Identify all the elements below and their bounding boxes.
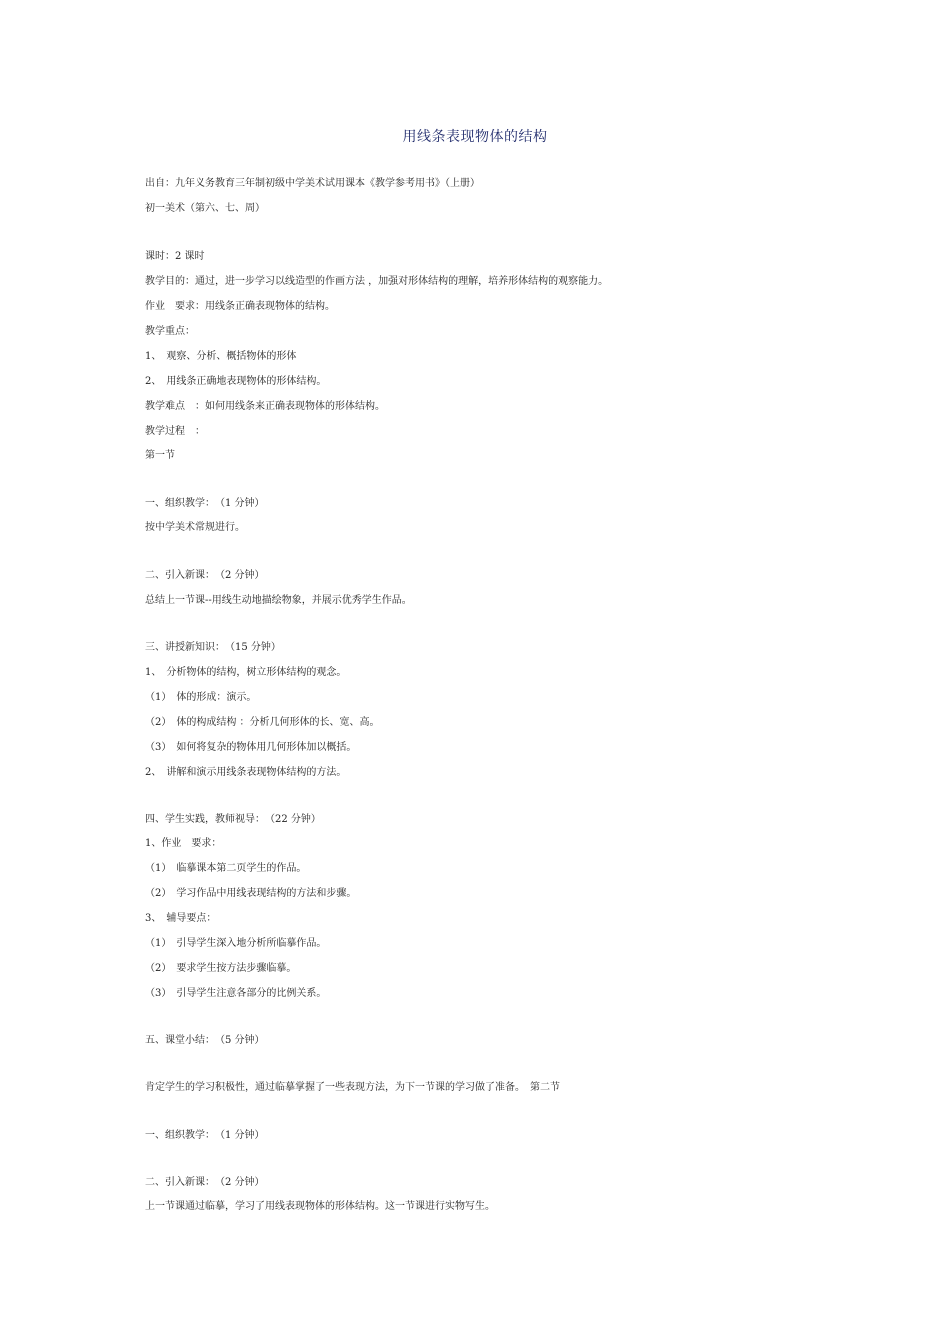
grade-line: 初一美术（第六、七、周） xyxy=(145,203,265,214)
step-intro: 二、引入新课： （2 分钟） xyxy=(145,570,265,581)
step-new-knowledge: 三、讲授新知识： （15 分钟） xyxy=(145,642,281,653)
list-item: （1） 引导学生深入地分析所临摹作品。 xyxy=(145,938,327,949)
step-intro-text: 总结上一节课--用线生动地描绘物象，并展示优秀学生作品。 xyxy=(145,595,412,606)
homework-requirement: 作业 要求：用线条正确表现物体的结构。 xyxy=(145,301,335,312)
section-1-heading: 第一节 xyxy=(145,450,175,461)
list-item: 3、 辅导要点： xyxy=(145,913,217,924)
source-line: 出自：九年义务教育三年制初级中学美术试用课本《教学参考用书》（上册） xyxy=(145,178,480,189)
list-item: 2、 讲解和演示用线条表现物体结构的方法。 xyxy=(145,767,347,778)
step-summary: 五、课堂小结： （5 分钟） xyxy=(145,1035,265,1046)
key-points-heading: 教学重点： xyxy=(145,326,195,337)
process-heading: 教学过程 ： xyxy=(145,426,205,437)
key-point-2: 2、 用线条正确地表现物体的形体结构。 xyxy=(145,376,327,387)
list-item: （1） 临摹课本第二页学生的作品。 xyxy=(145,863,307,874)
list-item: （3） 引导学生注意各部分的比例关系。 xyxy=(145,988,327,999)
section-2-intro: 二、引入新课： （2 分钟） xyxy=(145,1177,265,1188)
difficulty: 教学难点 ：如何用线条来正确表现物体的形体结构。 xyxy=(145,401,385,412)
class-hours: 课时：2 课时 xyxy=(145,251,205,262)
list-item: （2） 体的构成结构 ：分析几何形体的长、宽、高。 xyxy=(145,717,380,728)
step-organize: 一、组织教学： （1 分钟） xyxy=(145,498,265,509)
teaching-goal: 教学目的：通过，进一步学习以线造型的作画方法 ，加强对形体结构的理解，培养形体结构的观察能力。 xyxy=(145,276,609,287)
list-item: （1） 体的形成：演示。 xyxy=(145,692,257,703)
key-point-1: 1、 观察、分析、概括物体的形体 xyxy=(145,351,297,362)
document-title: 用线条表现物体的结构 xyxy=(402,129,548,145)
step-practice: 四、学生实践，教师视导： （22 分钟） xyxy=(145,814,321,825)
list-item: （2） 学习作品中用线表现结构的方法和步骤。 xyxy=(145,888,357,899)
step-summary-text: 肯定学生的学习积极性，通过临摹掌握了一些表现方法，为下一节课的学习做了准备。 第二节 xyxy=(145,1082,560,1093)
list-item: （2） 要求学生按方法步骤临摹。 xyxy=(145,963,297,974)
step-organize-text: 按中学美术常规进行。 xyxy=(145,522,245,533)
list-item: （3） 如何将复杂的物体用几何形体加以概括。 xyxy=(145,742,357,753)
list-item: 1、作业 要求： xyxy=(145,838,222,849)
section-2-organize: 一、组织教学： （1 分钟） xyxy=(145,1130,265,1141)
section-2-intro-text: 上一节课通过临摹，学习了用线表现物体的形体结构。这一节课进行实物写生。 xyxy=(145,1201,495,1212)
list-item: 1、 分析物体的结构，树立形体结构的观念。 xyxy=(145,667,347,678)
